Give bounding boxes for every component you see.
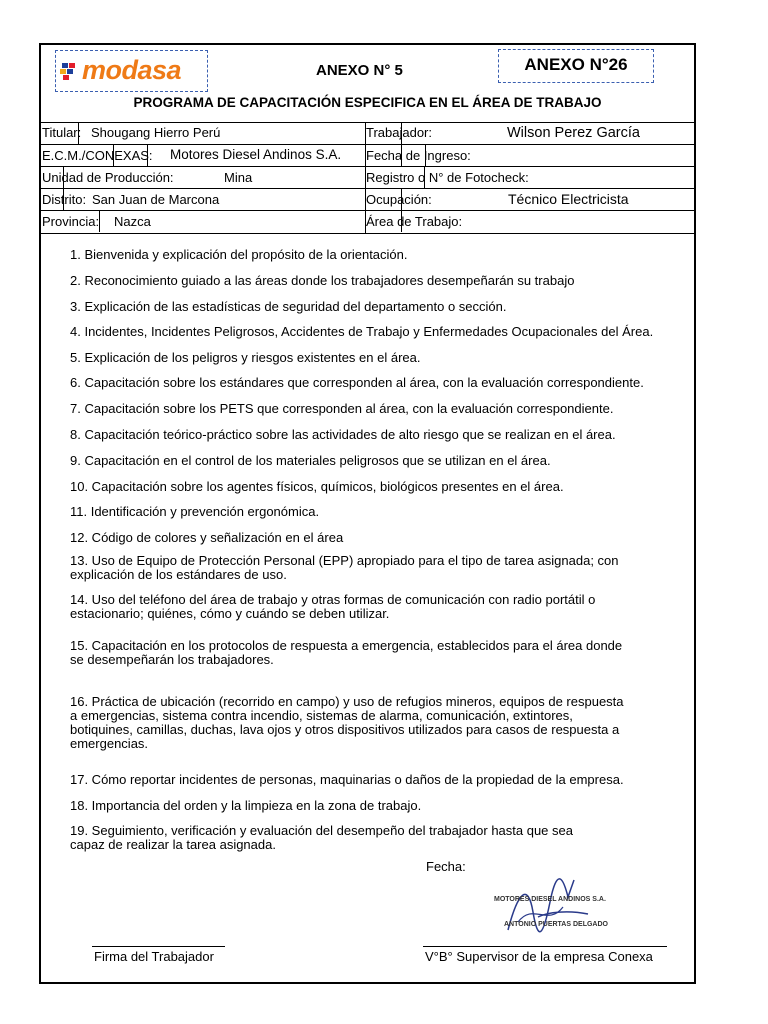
header-form-table [41, 122, 694, 234]
list-item: 17. Cómo reportar incidentes de personas, maquinarias o daños de la propiedad de la empresa. [70, 772, 624, 787]
titular-value: Shougang Hierro Perú [91, 125, 221, 140]
registro-label: Registro o N° de Fotocheck: [366, 170, 529, 185]
distrito-value: San Juan de Marcona [92, 192, 220, 207]
list-item: 1. Bienvenida y explicación del propósito de la orientación. [70, 247, 408, 262]
list-item: 19. Seguimiento, verificación y evaluación del desempeño del trabajador hasta que sea capaz de realizar la tarea asignada. [70, 823, 573, 852]
stamp-name: ANTONIO PUERTAS DELGADO [504, 921, 608, 928]
trabajador-value: Wilson Perez García [507, 125, 640, 141]
titular-label: Titular: [42, 125, 82, 140]
logo-text: modasa [82, 55, 182, 85]
document-title: PROGRAMA DE CAPACITACIÓN ESPECIFICA EN EL ÁREA DE TRABAJO [133, 95, 602, 110]
ocupacion-value: Técnico Electricista [508, 191, 629, 207]
company-logo [55, 50, 208, 92]
list-item: 6. Capacitación sobre los estándares que corresponden al área, con la evaluación correspondiente. [70, 375, 644, 390]
list-item: 5. Explicación de los peligros y riesgos existentes en el área. [70, 350, 421, 365]
unidad-label: Unidad de Producción: [42, 170, 174, 185]
fecha-label: Fecha: [426, 859, 466, 874]
list-item: 2. Reconocimiento guiado a las áreas donde los trabajadores desempeñarán su trabajo [70, 273, 575, 288]
unidad-value: Mina [224, 170, 253, 185]
provincia-value: Nazca [114, 214, 151, 229]
list-item: 9. Capacitación en el control de los materiales peligrosos que se utilizan en el área. [70, 453, 551, 468]
area-trabajo-label: Área de Trabajo: [366, 214, 463, 229]
signature-stamp [488, 872, 618, 942]
trabajador-label: Trabajador: [366, 125, 432, 140]
list-item: 11. Identificación y prevención ergonómica. [70, 504, 320, 519]
worker-signature-line [92, 946, 225, 947]
list-item: 12. Código de colores y señalización en el área [70, 530, 344, 545]
stamp-company: MOTORES DIESEL ANDINOS S.A. [494, 896, 606, 903]
ocupacion-label: Ocupación: [366, 192, 432, 207]
supervisor-signature-line [423, 946, 667, 947]
list-item: 15. Capacitación en los protocolos de respuesta a emergencia, establecidos para el área donde se desempeñarán los trabajadores. [70, 638, 623, 667]
fecha-ingreso-label: Fecha de Ingreso: [366, 148, 471, 163]
distrito-label: Distrito: [42, 192, 87, 207]
list-item: 13. Uso de Equipo de Protección Personal (EPP) apropiado para el tipo de tarea asignada; con explicación de los estándares de uso. [70, 553, 619, 582]
list-item: 10. Capacitación sobre los agentes físicos, químicos, biológicos presentes en el área. [70, 479, 564, 494]
list-item: 16. Práctica de ubicación (recorrido en campo) y uso de refugios mineros, equipos de respuesta a emergencias, sistema contra incendio, sistemas de alarma, comunicación, extintores, botiquines, camillas, duchas, lava ojos y otros dispositivos utilizados para casos de respuesta a emergencias. [70, 694, 624, 751]
anexo-number-left: ANEXO N° 5 [316, 62, 403, 79]
list-item: 4. Incidentes, Incidentes Peligrosos, Accidentes de Trabajo y Enfermedades Ocupacionales del Área. [70, 324, 654, 339]
list-item: 7. Capacitación sobre los PETS que corresponden al área, con la evaluación correspondiente. [70, 401, 614, 416]
ecm-label: E.C.M./CONEXAS: [42, 148, 153, 163]
signature-icon [488, 872, 618, 942]
provincia-label: Provincia: [42, 214, 100, 229]
list-item: 8. Capacitación teórico-práctico sobre las actividades de alto riesgo que se realizan en el área. [70, 427, 616, 442]
anexo-number-right: ANEXO N°26 [498, 49, 654, 83]
worker-signature-label: Firma del Trabajador [94, 949, 214, 964]
list-item: 3. Explicación de las estadísticas de seguridad del departamento o sección. [70, 299, 507, 314]
supervisor-signature-label: V°B° Supervisor de la empresa Conexa [425, 949, 653, 964]
list-item: 18. Importancia del orden y la limpieza en la zona de trabajo. [70, 798, 422, 813]
list-item: 14. Uso del teléfono del área de trabajo y otras formas de comunicación con radio portátil o estacionario; quiénes, cómo y cuándo se deben utilizar. [70, 592, 596, 621]
ecm-value: Motores Diesel Andinos S.A. [170, 147, 342, 162]
